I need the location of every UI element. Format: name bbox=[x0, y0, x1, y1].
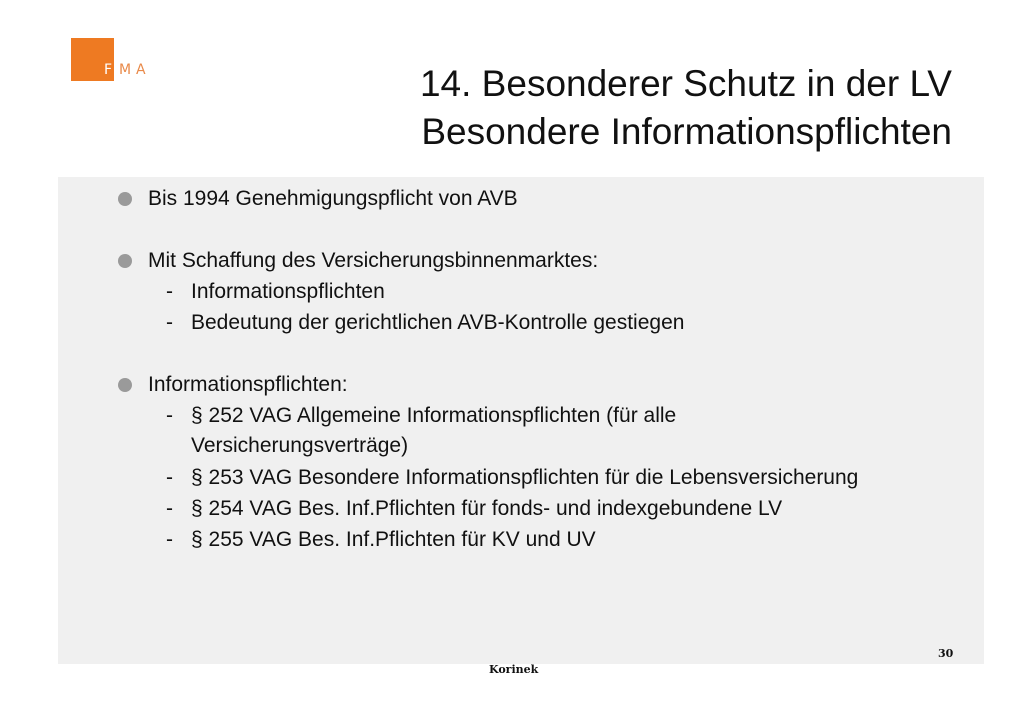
bullet-dot-icon bbox=[118, 254, 132, 268]
footer-author: Korinek bbox=[489, 663, 539, 676]
bullet-text: Bis 1994 Genehmigungspflicht von AVB bbox=[148, 187, 518, 210]
slide-title bbox=[420, 60, 952, 156]
bullet-dot-icon bbox=[118, 378, 132, 392]
dash-marker: - bbox=[166, 497, 173, 520]
dash-marker: - bbox=[166, 311, 173, 334]
dash-marker: - bbox=[166, 466, 173, 489]
dash-marker: - bbox=[166, 528, 173, 551]
bullet-text: Mit Schaffung des Versicherungsbinnenmarktes: bbox=[148, 249, 599, 272]
content-panel bbox=[58, 177, 984, 664]
sub-item-text: § 254 VAG Bes. Inf.Pflichten für fonds- und indexgebundene LV bbox=[191, 497, 783, 520]
sub-item-text: § 253 VAG Besondere Informationspflichten für die Lebensversicherung bbox=[191, 466, 859, 489]
sub-item-text: Versicherungsverträge) bbox=[191, 434, 409, 457]
logo-letter-f: F bbox=[104, 62, 113, 78]
logo-letter-m: M bbox=[119, 62, 132, 78]
sub-item-text: Informationspflichten bbox=[191, 280, 385, 303]
page-number: 30 bbox=[938, 647, 954, 660]
slide-title-line1: 14. Besonderer Schutz in der LV bbox=[419, 63, 952, 104]
slide-title-line2: Besondere Informationspflichten bbox=[421, 111, 952, 152]
sub-item-text: § 255 VAG Bes. Inf.Pflichten für KV und UV bbox=[191, 528, 596, 551]
bullet-text: Informationspflichten: bbox=[148, 373, 348, 396]
fma-logo bbox=[71, 38, 201, 86]
sub-item-text: Bedeutung der gerichtlichen AVB-Kontrolle gestiegen bbox=[191, 311, 685, 334]
sub-item-text: § 252 VAG Allgemeine Informationspflichten (für alle bbox=[191, 404, 677, 427]
logo-letter-a: A bbox=[136, 62, 146, 78]
bullet-dot-icon bbox=[118, 192, 132, 206]
dash-marker: - bbox=[166, 404, 173, 427]
dash-marker: - bbox=[166, 280, 173, 303]
